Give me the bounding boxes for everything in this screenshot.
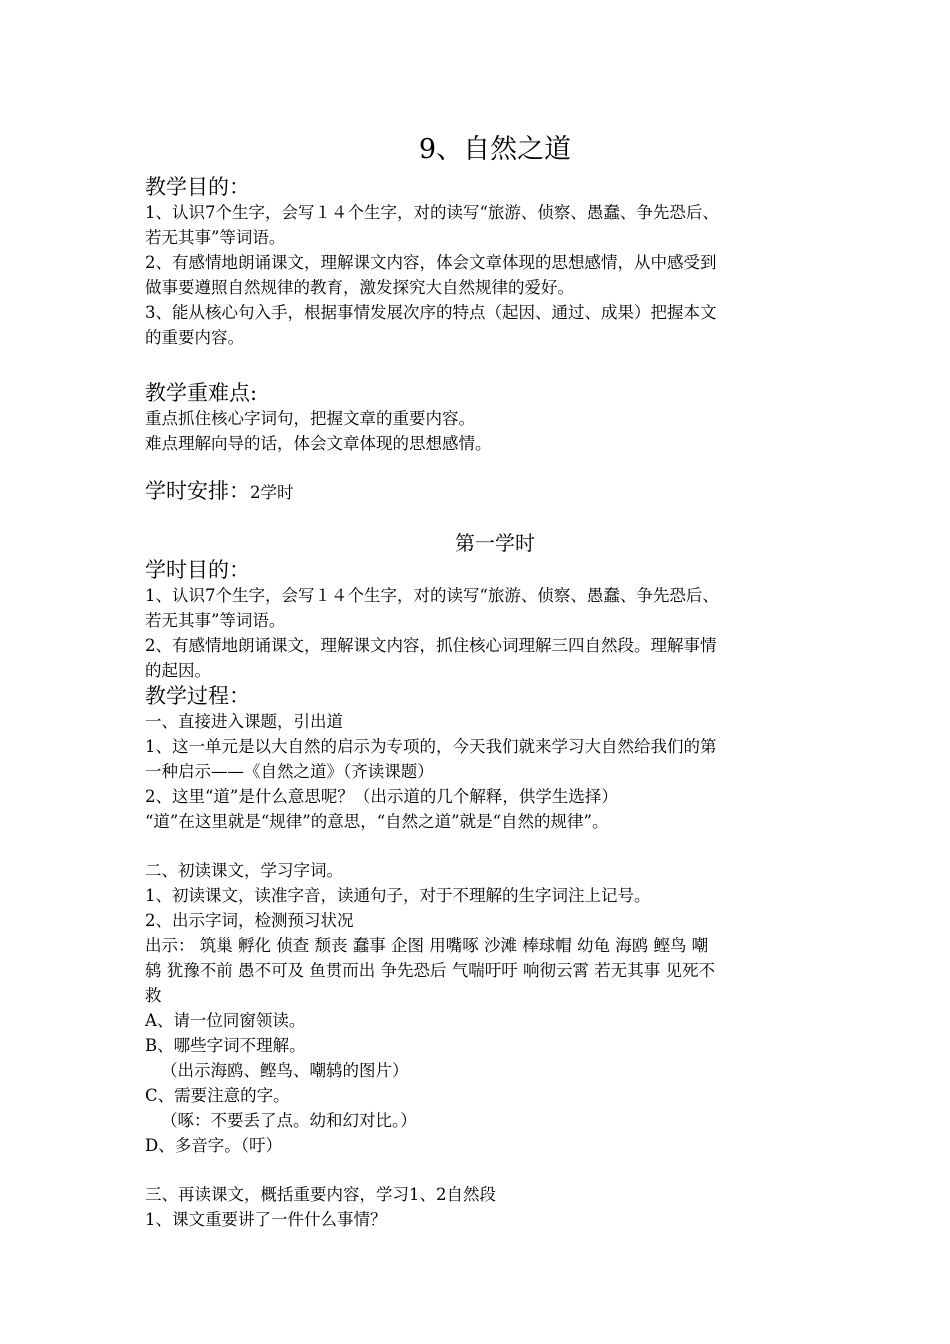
keypoints-heading: 教学重难点: — [145, 381, 258, 405]
section2-line: 鸫 犹豫不前 愚不可及 鱼贯而出 争先恐后 气喘吁吁 响彻云霄 若无其事 见死不 — [145, 961, 715, 980]
lesson1-goal-line: 2、有感情地朗诵课文，理解课文内容，抓住核心词理解三四自然段。理解事情 — [145, 636, 717, 655]
section2-line: A、请一位同窗领读。 — [145, 1011, 306, 1030]
objectives-line: 做事要遵照自然规律的教育，激发探究大自然规律的爱好。 — [145, 278, 574, 297]
lesson1-title: 第一学时 — [455, 531, 535, 555]
objectives-heading: 教学目的： — [145, 175, 250, 199]
objectives-line: 3、能从核心句入手，根据事情发展次序的特点（起因、通过、成果）把握本文 — [145, 303, 717, 322]
section2-note: （出示海鸥、鲣鸟、嘲鸫的图片） — [161, 1061, 409, 1080]
section2-line: 出示： 筑巢 孵化 侦查 颓丧 蠢事 企图 用嘴啄 沙滩 棒球帽 幼龟 海鸥 鲣鸟 嘲 — [145, 936, 709, 955]
schedule-value: 2学时 — [250, 483, 294, 502]
lesson1-goal-line: 的起因。 — [145, 661, 211, 680]
objectives-line: 的重要内容。 — [145, 328, 244, 347]
section1-line: 一、直接进入课题，引出道 — [145, 712, 343, 731]
objectives-line: 若无其事”等词语。 — [145, 228, 286, 247]
section2-note: （啄：不要丢了点。幼和幻对比。） — [161, 1111, 417, 1130]
lesson1-goal-line: 若无其事”等词语。 — [145, 611, 286, 630]
section3-line: 1、课文重要讲了一件什么事情？ — [145, 1210, 387, 1229]
section1-line: “道”在这里就是“规律”的意思，“自然之道”就是“自然的规律”。 — [145, 812, 609, 831]
section2-line: B、哪些字词不理解。 — [145, 1036, 306, 1055]
section2-line: 2、出示字词，检测预习状况 — [145, 911, 354, 930]
objectives-line: 2、有感情地朗诵课文，理解课文内容，体会文章体现的思想感情，从中感受到 — [145, 253, 717, 272]
objectives-line: 1、认识7个生字，会写１４个生字，对的读写“旅游、侦察、愚蠢、争先恐后、 — [145, 203, 719, 222]
lesson1-goal-line: 1、认识7个生字，会写１４个生字，对的读写“旅游、侦察、愚蠢、争先恐后、 — [145, 586, 719, 605]
section2-line: C、需要注意的字。 — [145, 1086, 290, 1105]
document-title: 9、自然之道 — [418, 134, 572, 165]
lesson1-goal-heading: 学时目的： — [145, 558, 250, 582]
section2-line: D、多音字。（吁） — [145, 1136, 282, 1155]
section2-line: 救 — [145, 986, 162, 1005]
schedule-line — [145, 478, 825, 505]
section2-line: 1、初读课文，读准字音，读通句子，对于不理解的生字词注上记号。 — [145, 886, 651, 905]
section1-line: 1、这一单元是以大自然的启示为专项的，今天我们就来学习大自然给我们的第 — [145, 737, 717, 756]
document-page — [145, 130, 825, 1232]
schedule-label: 学时安排： — [145, 479, 250, 503]
section3-line: 三、再读课文，概括重要内容，学习1、2自然段 — [145, 1185, 496, 1204]
section2-line: 二、初读课文，学习字词。 — [145, 861, 343, 880]
keypoints-line: 难点理解向导的话，体会文章体现的思想感情。 — [145, 434, 492, 453]
section1-line: 一种启示——《自然之道》（齐读课题） — [145, 762, 434, 781]
keypoints-line: 重点抓住核心字词句，把握文章的重要内容。 — [145, 409, 475, 428]
section1-line: 2、这里“道”是什么意思呢？（出示道的几个解释，供学生选择） — [145, 787, 618, 806]
process-heading: 教学过程： — [145, 684, 250, 708]
